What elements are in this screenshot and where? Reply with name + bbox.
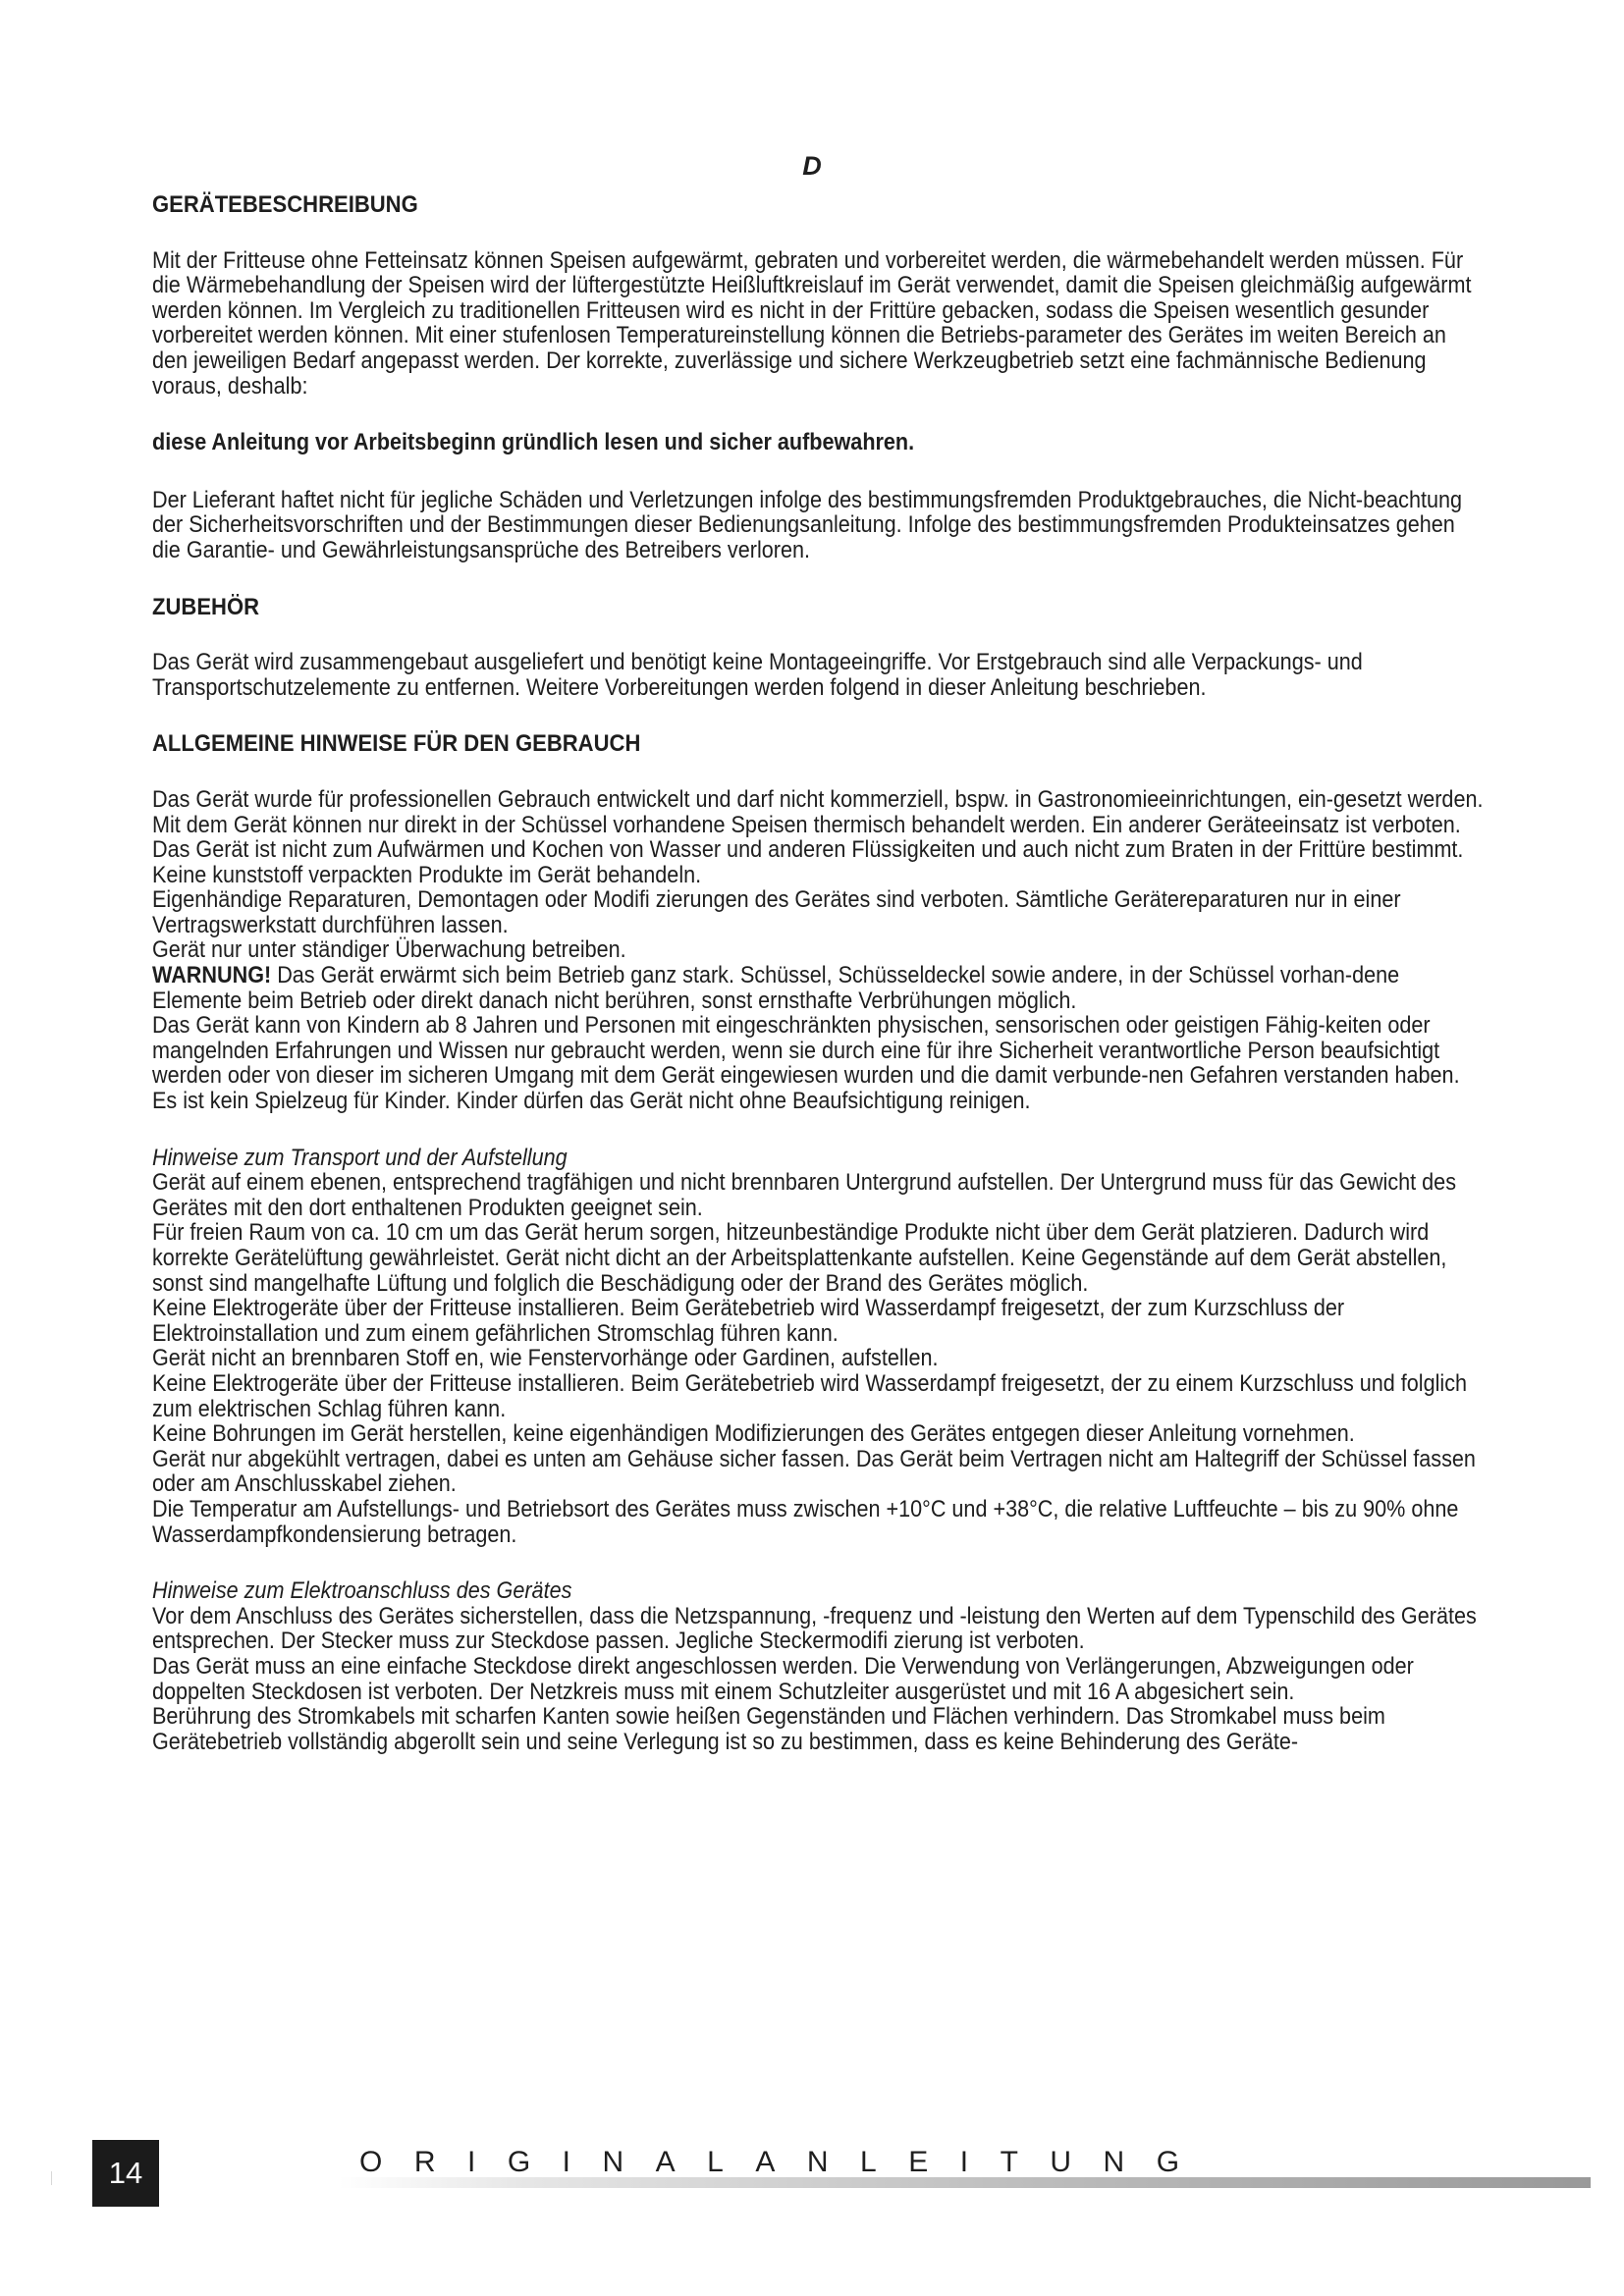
transport-note-7: Gerät nur abgekühlt vertragen, dabei es unten am Gehäuse sicher fassen. Das Gerät beim Vertragen nicht am Haltegriff der Schüssel fassen oder am Anschlusskabel ziehen. [152, 1445, 1476, 1498]
footer-label: ORIGINALANLEITUNG [359, 2146, 1212, 2178]
transport-note-5: Keine Elektrogeräte über der Fritteuse installieren. Beim Gerätebetrieb wird Wasserdampf freigesetzt, der zu einem Kurzschluss und folglich zum elektrischen Schlag führen kann. [152, 1369, 1468, 1422]
electrical-note-3: Berührung des Stromkabels mit scharfen Kanten sowie heißen Gegenständen und Flächen verhindern. Das Stromkabel muss beim Gerätebetrieb vollständig abgerollt sein und seine Verlegung ist so zu bestimmen, dass es keine Behinderung des Geräte- [152, 1703, 1385, 1755]
page-letter: D [802, 151, 822, 181]
transport-note-2: Für freien Raum von ca. 10 cm um das Gerät herum sorgen, hitzeunbeständige Produkte nicht über dem Gerät platzieren. Dadurch wird korrekte Gerätelüftung gewährleistet. Gerät nicht dicht an der Arbeitsplattenkante aufstellen. Keine Gegenstände auf dem Gerät abstellen, sonst sind mangelhafte Lüftung und folglich die Beschädigung oder der Brand des Gerätes möglich. [152, 1219, 1447, 1297]
electrical-subheading: Hinweise zum Elektroanschluss des Gerätes [152, 1577, 572, 1605]
general-note-3: Eigenhändige Reparaturen, Demontagen oder Modifi zierungen des Gerätes sind verboten. Sämtliche Gerätereparaturen nur in einer Vertragswerkstatt durchführen lassen. [152, 886, 1401, 938]
transport-note-4: Gerät nicht an brennbaren Stoff en, wie Fenstervorhänge oder Gardinen, aufstellen. [152, 1345, 939, 1372]
page-number: 14 [92, 2140, 159, 2207]
transport-subheading: Hinweise zum Transport und der Aufstellung [152, 1144, 568, 1171]
description-paragraph-1: Mit der Fritteuse ohne Fetteinsatz können Speisen aufgewärmt, gebraten und vorbereitet werden, die wärmebehandelt werden müssen. Für die Wärmebehandlung der Speisen wird der lüftergestützte Heißluftkreislauf im Gerät verwendet, damit die Speisen gleichmäßig aufgewärmt werden können. Im Vergleich zu traditionellen Fritteusen wird es nicht in der Frittüre gebacken, sodass die Speisen wesentlich gesunder vorbereitet werden können. Mit einer stufenlosen Temperatureinstellung können die Betriebs-parameter des Gerätes im weiten Bereich an den jeweiligen Bedarf angepasst werden. Der korrekte, zuverlässige und sichere Werkzeugbetrieb setzt eine fachmännische Bedienung voraus, deshalb: [152, 246, 1472, 400]
general-note-4: Gerät nur unter ständiger Überwachung betreiben. [152, 936, 626, 964]
warning-label: WARNUNG! [152, 962, 272, 989]
general-note-1: Das Gerät wurde für professionellen Gebrauch entwickelt und darf nicht kommerziell, bspw. in Gastronomieeinrichtungen, ein-gesetzt werden. [152, 785, 1484, 813]
description-paragraph-2: Der Lieferant haftet nicht für jegliche Schäden und Verletzungen infolge des bestimmungsfremden Produktgebrauches, die Nicht-beachtung der Sicherheitsvorschriften und der Bestimmungen dieser Bedienungsanleitung. Infolge des bestimmungsfremden Produkteinsatzes gehen die Garantie- und Gewährleistungsansprüche des Betreibers verloren. [152, 486, 1463, 563]
accessories-paragraph: Das Gerät wird zusammengebaut ausgeliefert und benötigt keine Montageeingriffe. Vor Erstgebrauch sind alle Verpackungs- und Transportschutzelemente zu entfernen. Weitere Vorbereitungen werden folgend in dieser Anleitung beschrieben. [152, 649, 1363, 701]
general-note-2: Mit dem Gerät können nur direkt in der Schüssel vorhandene Speisen thermisch behandelt werden. Ein anderer Geräteeinsatz ist verboten. Das Gerät ist nicht zum Aufwärmen und Kochen von Wasser und anderen Flüssigkeiten und auch nicht zum Braten in der Frittüre bestimmt. Keine kunststoff verpackten Produkte im Gerät behandeln. [152, 811, 1464, 888]
heading-accessories: ZUBEHÖR [152, 593, 260, 620]
transport-note-8: Die Temperatur am Aufstellungs- und Betriebsort des Gerätes muss zwischen +10°C und +38°C, die relative Luftfeuchte – bis zu 90% ohne Wasserdampfkondensierung betragen. [152, 1495, 1459, 1548]
transport-notes [152, 1146, 1488, 1548]
electrical-note-2: Das Gerät muss an eine einfache Steckdose direkt angeschlossen werden. Die Verwendung von Verlängerungen, Abzweigungen oder doppelten Steckdosen ist verboten. Der Netzkreis muss mit einem Schutzleiter ausgerüstet und mit 16 A abgesichert sein. [152, 1652, 1414, 1705]
transport-note-6: Keine Bohrungen im Gerät herstellen, keine eigenhändigen Modifizierungen des Gerätes entgegen dieser Anleitung vornehmen. [152, 1420, 1355, 1448]
general-warning [152, 963, 1488, 1013]
heading-general: ALLGEMEINE HINWEISE FÜR DEN GEBRAUCH [152, 730, 641, 758]
transport-note-3: Keine Elektrogeräte über der Fritteuse installieren. Beim Gerätebetrieb wird Wasserdampf freigesetzt, der zum Kurzschluss der Elektroinstallation und zum einem gefährlichen Stromschlag führen kann. [152, 1295, 1345, 1347]
general-notes [152, 787, 1488, 1114]
description-bold-instruction: diese Anleitung vor Arbeitsbeginn gründlich lesen und sicher aufbewahren. [152, 429, 915, 456]
heading-description: GERÄTEBESCHREIBUNG [152, 191, 418, 218]
footer-tick [51, 2171, 52, 2185]
warning-text: Das Gerät erwärmt sich beim Betrieb ganz stark. Schüssel, Schüsseldeckel sowie andere, in der Schüssel vorhan-dene Elemente beim Betrieb oder direkt danach nicht berühren, sonst ernsthafte Verbrühungen möglich. [152, 962, 1400, 1014]
electrical-note-1: Vor dem Anschluss des Gerätes sicherstellen, dass die Netzspannung, -frequenz und -leistung den Werten auf dem Typenschild des Gerätes entsprechen. Der Stecker muss zur Steckdose passen. Jegliche Steckermodifi zierung ist verboten. [152, 1602, 1477, 1655]
electrical-notes [152, 1578, 1488, 1754]
transport-note-1: Gerät auf einem ebenen, entsprechend tragfähigen und nicht brennbaren Untergrund aufstellen. Der Untergrund muss für das Gewicht des Gerätes mit den dort enthaltenen Produkten geeignet sein. [152, 1169, 1457, 1221]
document-body [152, 192, 1488, 1754]
general-note-6: Das Gerät kann von Kindern ab 8 Jahren und Personen mit eingeschränkten physischen, sensorischen oder geistigen Fähig-keiten oder mangelnden Erfahrungen und Wissen nur gebraucht werden, wenn sie durch eine für ihre Sicherheit verantwortliche Person beaufsichtigt werden oder von dieser im sicheren Umgang mit dem Gerät eingewiesen wurden und die damit verbunde-nen Gefahren verstanden haben. Es ist kein Spielzeug für Kinder. Kinder dürfen das Gerät nicht ohne Beaufsichtigung reinigen. [152, 1012, 1460, 1115]
